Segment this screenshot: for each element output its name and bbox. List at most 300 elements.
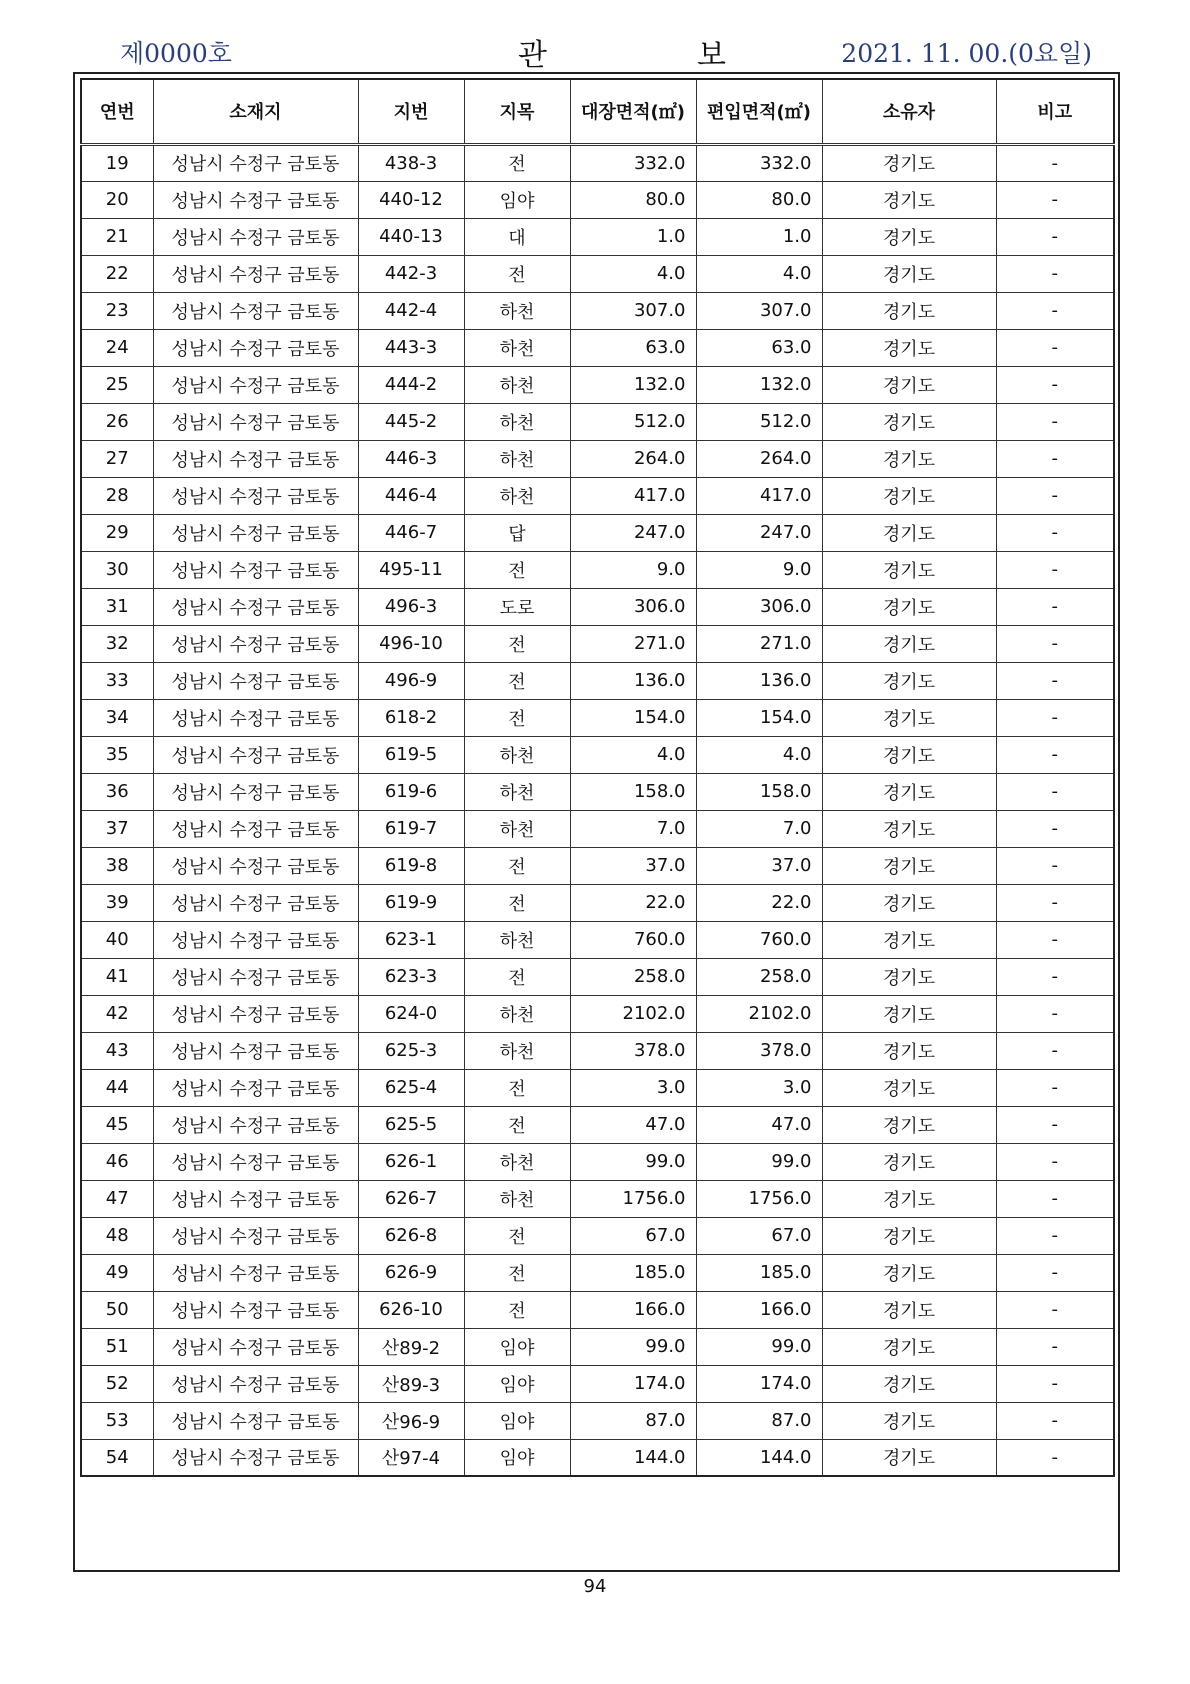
cell-serial: 44	[81, 1069, 153, 1106]
cell-registered-area: 37.0	[570, 847, 696, 884]
cell-lot-number: 626-10	[358, 1291, 464, 1328]
cell-remarks: -	[996, 1069, 1114, 1106]
cell-land-category: 임야	[464, 1439, 570, 1476]
cell-lot-number: 626-9	[358, 1254, 464, 1291]
cell-land-category: 전	[464, 847, 570, 884]
cell-incorporated-area: 306.0	[696, 588, 822, 625]
col-header-land-category: 지목	[464, 79, 570, 144]
cell-remarks: -	[996, 1291, 1114, 1328]
cell-remarks: -	[996, 329, 1114, 366]
cell-incorporated-area: 9.0	[696, 551, 822, 588]
cell-serial: 40	[81, 921, 153, 958]
cell-serial: 48	[81, 1217, 153, 1254]
cell-remarks: -	[996, 366, 1114, 403]
cell-location: 성남시 수정구 금토동	[153, 1291, 358, 1328]
cell-incorporated-area: 417.0	[696, 477, 822, 514]
cell-land-category: 하천	[464, 1032, 570, 1069]
cell-registered-area: 47.0	[570, 1106, 696, 1143]
cell-location: 성남시 수정구 금토동	[153, 1143, 358, 1180]
cell-land-category: 하천	[464, 1180, 570, 1217]
cell-serial: 54	[81, 1439, 153, 1476]
table-row	[81, 773, 1114, 810]
cell-land-category: 하천	[464, 477, 570, 514]
col-header-location: 소재지	[153, 79, 358, 144]
cell-land-category: 하천	[464, 403, 570, 440]
cell-remarks: -	[996, 403, 1114, 440]
table-row	[81, 995, 1114, 1032]
cell-registered-area: 307.0	[570, 292, 696, 329]
table-row	[81, 477, 1114, 514]
cell-serial: 41	[81, 958, 153, 995]
cell-remarks: -	[996, 1106, 1114, 1143]
cell-registered-area: 80.0	[570, 181, 696, 218]
cell-remarks: -	[996, 958, 1114, 995]
cell-owner: 경기도	[822, 329, 996, 366]
table-row	[81, 1365, 1114, 1402]
cell-lot-number: 496-10	[358, 625, 464, 662]
cell-incorporated-area: 7.0	[696, 810, 822, 847]
cell-land-category: 하천	[464, 292, 570, 329]
cell-location: 성남시 수정구 금토동	[153, 181, 358, 218]
cell-remarks: -	[996, 181, 1114, 218]
cell-lot-number: 443-3	[358, 329, 464, 366]
cell-incorporated-area: 37.0	[696, 847, 822, 884]
cell-serial: 31	[81, 588, 153, 625]
table-row	[81, 514, 1114, 551]
cell-incorporated-area: 271.0	[696, 625, 822, 662]
table-body	[81, 144, 1114, 1476]
cell-location: 성남시 수정구 금토동	[153, 1328, 358, 1365]
cell-incorporated-area: 67.0	[696, 1217, 822, 1254]
cell-serial: 47	[81, 1180, 153, 1217]
cell-location: 성남시 수정구 금토동	[153, 810, 358, 847]
cell-serial: 35	[81, 736, 153, 773]
cell-land-category: 임야	[464, 181, 570, 218]
cell-lot-number: 626-1	[358, 1143, 464, 1180]
cell-lot-number: 445-2	[358, 403, 464, 440]
cell-owner: 경기도	[822, 921, 996, 958]
cell-serial: 39	[81, 884, 153, 921]
cell-location: 성남시 수정구 금토동	[153, 625, 358, 662]
cell-incorporated-area: 136.0	[696, 662, 822, 699]
cell-incorporated-area: 307.0	[696, 292, 822, 329]
gazette-title: 관보	[518, 38, 876, 73]
cell-serial: 24	[81, 329, 153, 366]
cell-serial: 51	[81, 1328, 153, 1365]
cell-location: 성남시 수정구 금토동	[153, 1365, 358, 1402]
cell-location: 성남시 수정구 금토동	[153, 1069, 358, 1106]
cell-lot-number: 625-5	[358, 1106, 464, 1143]
cell-registered-area: 2102.0	[570, 995, 696, 1032]
table-row	[81, 255, 1114, 292]
table-row	[81, 1402, 1114, 1439]
table-row	[81, 1254, 1114, 1291]
cell-land-category: 전	[464, 958, 570, 995]
cell-lot-number: 623-1	[358, 921, 464, 958]
cell-location: 성남시 수정구 금토동	[153, 477, 358, 514]
cell-location: 성남시 수정구 금토동	[153, 329, 358, 366]
cell-incorporated-area: 1756.0	[696, 1180, 822, 1217]
cell-registered-area: 166.0	[570, 1291, 696, 1328]
cell-land-category: 전	[464, 1254, 570, 1291]
cell-registered-area: 63.0	[570, 329, 696, 366]
cell-registered-area: 1756.0	[570, 1180, 696, 1217]
table-row	[81, 329, 1114, 366]
cell-serial: 42	[81, 995, 153, 1032]
cell-remarks: -	[996, 1254, 1114, 1291]
cell-remarks: -	[996, 1365, 1114, 1402]
cell-owner: 경기도	[822, 403, 996, 440]
cell-remarks: -	[996, 551, 1114, 588]
cell-land-category: 도로	[464, 588, 570, 625]
col-header-registered-area: 대장면적(㎡)	[570, 79, 696, 144]
cell-incorporated-area: 378.0	[696, 1032, 822, 1069]
cell-registered-area: 417.0	[570, 477, 696, 514]
cell-location: 성남시 수정구 금토동	[153, 847, 358, 884]
issue-date: 2021. 11. 00.(0요일)	[841, 39, 1092, 68]
cell-registered-area: 99.0	[570, 1328, 696, 1365]
cell-location: 성남시 수정구 금토동	[153, 921, 358, 958]
cell-registered-area: 4.0	[570, 736, 696, 773]
cell-owner: 경기도	[822, 1254, 996, 1291]
cell-registered-area: 144.0	[570, 1439, 696, 1476]
cell-land-category: 하천	[464, 366, 570, 403]
cell-land-category: 전	[464, 1217, 570, 1254]
table-row	[81, 292, 1114, 329]
cell-serial: 45	[81, 1106, 153, 1143]
cell-owner: 경기도	[822, 551, 996, 588]
cell-registered-area: 158.0	[570, 773, 696, 810]
cell-owner: 경기도	[822, 366, 996, 403]
cell-registered-area: 258.0	[570, 958, 696, 995]
cell-lot-number: 495-11	[358, 551, 464, 588]
cell-lot-number: 442-3	[358, 255, 464, 292]
cell-lot-number: 619-9	[358, 884, 464, 921]
cell-land-category: 전	[464, 1106, 570, 1143]
cell-lot-number: 624-0	[358, 995, 464, 1032]
cell-remarks: -	[996, 921, 1114, 958]
cell-incorporated-area: 87.0	[696, 1402, 822, 1439]
cell-registered-area: 87.0	[570, 1402, 696, 1439]
table-row	[81, 588, 1114, 625]
cell-remarks: -	[996, 736, 1114, 773]
cell-location: 성남시 수정구 금토동	[153, 699, 358, 736]
cell-serial: 28	[81, 477, 153, 514]
cell-remarks: -	[996, 884, 1114, 921]
cell-incorporated-area: 132.0	[696, 366, 822, 403]
cell-lot-number: 산97-4	[358, 1439, 464, 1476]
cell-location: 성남시 수정구 금토동	[153, 1217, 358, 1254]
cell-registered-area: 512.0	[570, 403, 696, 440]
cell-registered-area: 7.0	[570, 810, 696, 847]
cell-incorporated-area: 3.0	[696, 1069, 822, 1106]
cell-lot-number: 산89-2	[358, 1328, 464, 1365]
table-row	[81, 551, 1114, 588]
cell-land-category: 하천	[464, 736, 570, 773]
cell-remarks: -	[996, 1328, 1114, 1365]
cell-location: 성남시 수정구 금토동	[153, 440, 358, 477]
cell-incorporated-area: 512.0	[696, 403, 822, 440]
cell-location: 성남시 수정구 금토동	[153, 1402, 358, 1439]
cell-registered-area: 378.0	[570, 1032, 696, 1069]
cell-incorporated-area: 99.0	[696, 1328, 822, 1365]
cell-owner: 경기도	[822, 255, 996, 292]
cell-location: 성남시 수정구 금토동	[153, 588, 358, 625]
cell-lot-number: 619-5	[358, 736, 464, 773]
table-row	[81, 662, 1114, 699]
cell-remarks: -	[996, 440, 1114, 477]
cell-registered-area: 67.0	[570, 1217, 696, 1254]
cell-serial: 27	[81, 440, 153, 477]
cell-location: 성남시 수정구 금토동	[153, 218, 358, 255]
cell-lot-number: 619-8	[358, 847, 464, 884]
cell-incorporated-area: 158.0	[696, 773, 822, 810]
cell-serial: 29	[81, 514, 153, 551]
cell-owner: 경기도	[822, 1217, 996, 1254]
cell-registered-area: 247.0	[570, 514, 696, 551]
cell-owner: 경기도	[822, 181, 996, 218]
cell-owner: 경기도	[822, 144, 996, 181]
cell-registered-area: 264.0	[570, 440, 696, 477]
cell-owner: 경기도	[822, 1328, 996, 1365]
page-header	[0, 0, 1190, 72]
cell-land-category: 하천	[464, 921, 570, 958]
cell-lot-number: 618-2	[358, 699, 464, 736]
cell-owner: 경기도	[822, 1365, 996, 1402]
table-row	[81, 1217, 1114, 1254]
cell-remarks: -	[996, 514, 1114, 551]
cell-location: 성남시 수정구 금토동	[153, 255, 358, 292]
cell-location: 성남시 수정구 금토동	[153, 1439, 358, 1476]
cell-owner: 경기도	[822, 292, 996, 329]
cell-serial: 36	[81, 773, 153, 810]
table-row	[81, 366, 1114, 403]
cell-serial: 21	[81, 218, 153, 255]
table-row	[81, 1069, 1114, 1106]
cell-owner: 경기도	[822, 1180, 996, 1217]
cell-serial: 30	[81, 551, 153, 588]
cell-registered-area: 154.0	[570, 699, 696, 736]
cell-lot-number: 619-7	[358, 810, 464, 847]
cell-owner: 경기도	[822, 514, 996, 551]
cell-lot-number: 440-12	[358, 181, 464, 218]
cell-land-category: 하천	[464, 440, 570, 477]
cell-remarks: -	[996, 773, 1114, 810]
cell-incorporated-area: 4.0	[696, 736, 822, 773]
cell-incorporated-area: 166.0	[696, 1291, 822, 1328]
cell-land-category: 하천	[464, 810, 570, 847]
cell-owner: 경기도	[822, 847, 996, 884]
cell-registered-area: 760.0	[570, 921, 696, 958]
cell-remarks: -	[996, 662, 1114, 699]
cell-incorporated-area: 1.0	[696, 218, 822, 255]
cell-registered-area: 22.0	[570, 884, 696, 921]
cell-location: 성남시 수정구 금토동	[153, 1254, 358, 1291]
cell-owner: 경기도	[822, 588, 996, 625]
cell-registered-area: 174.0	[570, 1365, 696, 1402]
table-row	[81, 1143, 1114, 1180]
cell-land-category: 전	[464, 255, 570, 292]
cell-remarks: -	[996, 699, 1114, 736]
page-number: 94	[583, 1576, 607, 1597]
cell-land-category: 전	[464, 662, 570, 699]
table-row	[81, 625, 1114, 662]
cell-incorporated-area: 47.0	[696, 1106, 822, 1143]
cell-location: 성남시 수정구 금토동	[153, 884, 358, 921]
cell-lot-number: 446-3	[358, 440, 464, 477]
cell-serial: 26	[81, 403, 153, 440]
table-row	[81, 1291, 1114, 1328]
cell-lot-number: 619-6	[358, 773, 464, 810]
table-row	[81, 958, 1114, 995]
cell-registered-area: 4.0	[570, 255, 696, 292]
table-row	[81, 144, 1114, 181]
cell-remarks: -	[996, 1439, 1114, 1476]
cell-owner: 경기도	[822, 736, 996, 773]
cell-incorporated-area: 258.0	[696, 958, 822, 995]
table-row	[81, 1180, 1114, 1217]
cell-incorporated-area: 154.0	[696, 699, 822, 736]
cell-remarks: -	[996, 292, 1114, 329]
cell-land-category: 답	[464, 514, 570, 551]
cell-incorporated-area: 99.0	[696, 1143, 822, 1180]
cell-incorporated-area: 247.0	[696, 514, 822, 551]
cell-owner: 경기도	[822, 662, 996, 699]
cell-location: 성남시 수정구 금토동	[153, 144, 358, 181]
cell-remarks: -	[996, 810, 1114, 847]
cell-serial: 32	[81, 625, 153, 662]
cell-lot-number: 산96-9	[358, 1402, 464, 1439]
cell-remarks: -	[996, 1032, 1114, 1069]
cell-registered-area: 271.0	[570, 625, 696, 662]
cell-serial: 38	[81, 847, 153, 884]
cell-location: 성남시 수정구 금토동	[153, 403, 358, 440]
cell-land-category: 전	[464, 551, 570, 588]
table-row	[81, 403, 1114, 440]
table-row	[81, 1328, 1114, 1365]
table-row	[81, 1439, 1114, 1476]
table-row	[81, 440, 1114, 477]
cell-land-category: 임야	[464, 1402, 570, 1439]
table-row	[81, 218, 1114, 255]
cell-registered-area: 3.0	[570, 1069, 696, 1106]
cell-remarks: -	[996, 625, 1114, 662]
cell-owner: 경기도	[822, 218, 996, 255]
cell-serial: 34	[81, 699, 153, 736]
cell-lot-number: 440-13	[358, 218, 464, 255]
cell-serial: 46	[81, 1143, 153, 1180]
cell-serial: 52	[81, 1365, 153, 1402]
cell-owner: 경기도	[822, 1106, 996, 1143]
cell-incorporated-area: 63.0	[696, 329, 822, 366]
cell-serial: 50	[81, 1291, 153, 1328]
cell-remarks: -	[996, 477, 1114, 514]
cell-remarks: -	[996, 144, 1114, 181]
cell-remarks: -	[996, 847, 1114, 884]
cell-serial: 49	[81, 1254, 153, 1291]
cell-lot-number: 442-4	[358, 292, 464, 329]
cell-owner: 경기도	[822, 1032, 996, 1069]
cell-owner: 경기도	[822, 810, 996, 847]
cell-location: 성남시 수정구 금토동	[153, 736, 358, 773]
cell-owner: 경기도	[822, 773, 996, 810]
col-header-remarks: 비고	[996, 79, 1114, 144]
table-header-row	[81, 79, 1114, 144]
cell-lot-number: 438-3	[358, 144, 464, 181]
col-header-incorporated-area: 편입면적(㎡)	[696, 79, 822, 144]
issue-number: 제0000호	[120, 39, 232, 68]
cell-land-category: 임야	[464, 1328, 570, 1365]
cell-lot-number: 496-9	[358, 662, 464, 699]
cell-serial: 20	[81, 181, 153, 218]
cell-location: 성남시 수정구 금토동	[153, 1106, 358, 1143]
table-row	[81, 1106, 1114, 1143]
cell-owner: 경기도	[822, 1439, 996, 1476]
table-row	[81, 699, 1114, 736]
table-row	[81, 1032, 1114, 1069]
cell-owner: 경기도	[822, 699, 996, 736]
cell-location: 성남시 수정구 금토동	[153, 662, 358, 699]
cell-owner: 경기도	[822, 625, 996, 662]
cell-location: 성남시 수정구 금토동	[153, 514, 358, 551]
cell-lot-number: 626-7	[358, 1180, 464, 1217]
cell-serial: 25	[81, 366, 153, 403]
cell-lot-number: 496-3	[358, 588, 464, 625]
cell-location: 성남시 수정구 금토동	[153, 995, 358, 1032]
cell-location: 성남시 수정구 금토동	[153, 1180, 358, 1217]
cell-owner: 경기도	[822, 884, 996, 921]
cell-remarks: -	[996, 995, 1114, 1032]
cell-land-category: 임야	[464, 1365, 570, 1402]
cell-registered-area: 136.0	[570, 662, 696, 699]
cell-serial: 19	[81, 144, 153, 181]
cell-owner: 경기도	[822, 1143, 996, 1180]
cell-lot-number: 444-2	[358, 366, 464, 403]
cell-land-category: 전	[464, 625, 570, 662]
cell-remarks: -	[996, 1143, 1114, 1180]
table-row	[81, 736, 1114, 773]
cell-land-category: 하천	[464, 1143, 570, 1180]
cell-serial: 23	[81, 292, 153, 329]
cell-registered-area: 306.0	[570, 588, 696, 625]
cell-registered-area: 99.0	[570, 1143, 696, 1180]
cell-lot-number: 626-8	[358, 1217, 464, 1254]
cell-incorporated-area: 2102.0	[696, 995, 822, 1032]
cell-incorporated-area: 174.0	[696, 1365, 822, 1402]
cell-serial: 43	[81, 1032, 153, 1069]
cell-lot-number: 446-7	[358, 514, 464, 551]
cell-lot-number: 산89-3	[358, 1365, 464, 1402]
cell-incorporated-area: 185.0	[696, 1254, 822, 1291]
cell-land-category: 전	[464, 699, 570, 736]
cell-owner: 경기도	[822, 958, 996, 995]
cell-land-category: 하천	[464, 995, 570, 1032]
col-header-owner: 소유자	[822, 79, 996, 144]
cell-land-category: 전	[464, 884, 570, 921]
cell-location: 성남시 수정구 금토동	[153, 292, 358, 329]
cell-registered-area: 185.0	[570, 1254, 696, 1291]
cell-remarks: -	[996, 1402, 1114, 1439]
cell-land-category: 전	[464, 144, 570, 181]
table-row	[81, 921, 1114, 958]
cell-owner: 경기도	[822, 477, 996, 514]
cell-land-category: 하천	[464, 773, 570, 810]
cell-remarks: -	[996, 255, 1114, 292]
cell-owner: 경기도	[822, 1291, 996, 1328]
cell-incorporated-area: 264.0	[696, 440, 822, 477]
cell-owner: 경기도	[822, 1402, 996, 1439]
cell-location: 성남시 수정구 금토동	[153, 958, 358, 995]
